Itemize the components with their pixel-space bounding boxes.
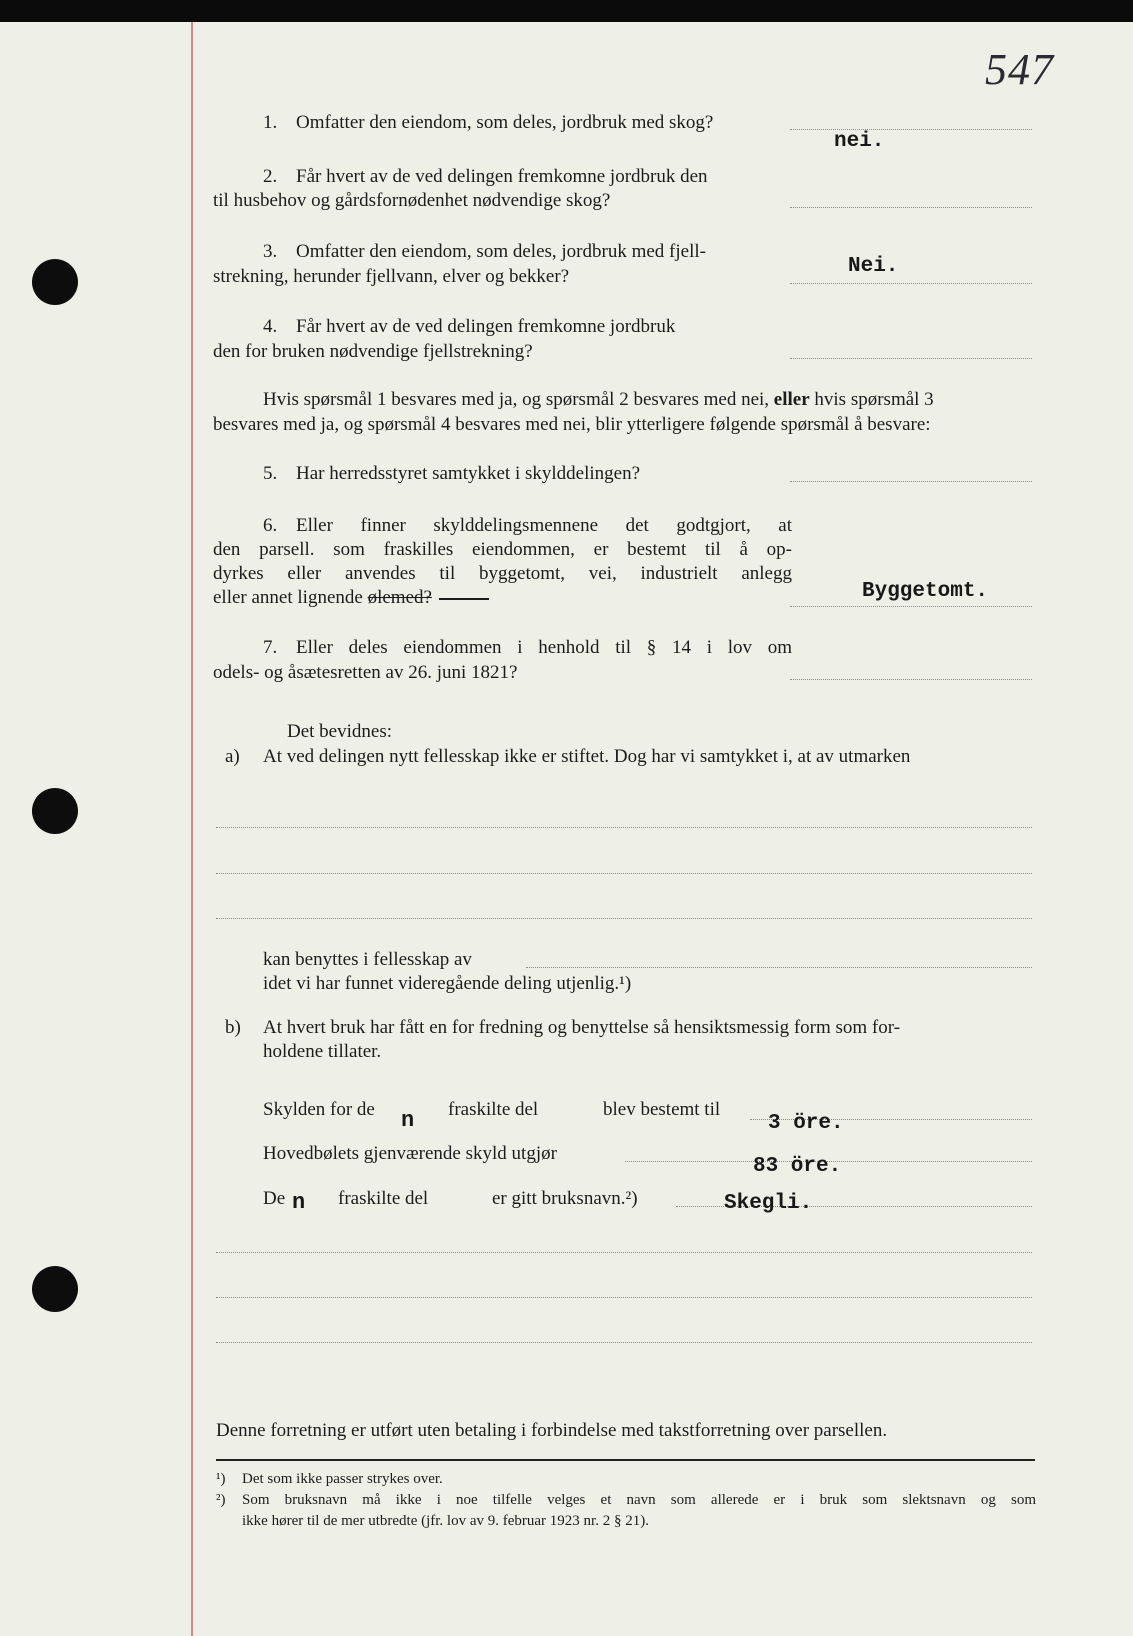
question-text: eller annet lignende ølemed?	[213, 586, 489, 610]
skyld-label: fraskilte del	[338, 1188, 429, 1209]
footnote-text: ikke hører til de mer utbredte (jfr. lov av 9. februar 1923 nr. 2 § 21).	[242, 1513, 649, 1529]
question-text: Får hvert av de ved delingen fremkomne jordbruk den	[296, 166, 708, 187]
statement-text: idet vi har funnet videregående deling utjenlig.¹)	[263, 973, 632, 994]
item-label: b)	[225, 1017, 241, 1038]
question-text: Får hvert av de ved delingen fremkomne jordbruk	[296, 316, 676, 337]
handwritten-letter: n	[401, 1108, 415, 1133]
question-text: Har herredsstyret samtykket i skylddelingen?	[296, 463, 641, 484]
blank-line	[216, 1342, 1032, 1343]
skyld-label: Skylden for de	[263, 1099, 375, 1120]
document-page	[0, 22, 1133, 1636]
question-text: den for bruken nødvendige fjellstrekning?	[213, 341, 533, 362]
blank-line	[216, 1252, 1032, 1253]
question-number: 4.	[263, 316, 278, 337]
closing-statement: Denne forretning er utført uten betaling i forbindelse med takstforretning over parsellen.	[216, 1420, 888, 1441]
statement-text: At ved delingen nytt fellesskap ikke er stiftet. Dog har vi samtykket i, at av utmarken	[263, 746, 911, 767]
punch-hole	[32, 788, 78, 834]
skyld-label: De	[263, 1188, 286, 1209]
question-text: odels- og åsætesretten av 26. juni 1821?	[213, 662, 518, 683]
strike-line	[439, 598, 489, 600]
answer-line	[790, 606, 1032, 607]
question-number: 1.	[263, 112, 278, 133]
question-number: 7.	[263, 637, 278, 658]
question-text: Omfatter den eiendom, som deles, jordbruk med fjell-	[296, 241, 706, 262]
section-heading: Det bevidnes:	[287, 721, 393, 742]
question-text: Omfatter den eiendom, som deles, jordbruk med skog?	[296, 112, 714, 133]
skyld-value: Skegli.	[724, 1192, 813, 1215]
footnote-text: Det som ikke passer strykes over.	[242, 1471, 443, 1487]
answer-value: nei.	[834, 130, 885, 153]
answer-line	[790, 207, 1032, 208]
conditional-text: Hvis spørsmål 1 besvares med ja, og spørsmål 2 besvares med nei, eller hvis spørsmål 3	[263, 389, 934, 410]
question-text: Eller finner skylddelingsmennene det godtgjort, at	[296, 515, 792, 536]
question-text: dyrkes eller anvendes til byggetomt, vei, industrielt anlegg	[213, 563, 792, 584]
statement-text: kan benyttes i fellesskap av	[263, 949, 472, 970]
answer-line	[790, 283, 1032, 284]
answer-line	[790, 358, 1032, 359]
answer-line	[790, 129, 1032, 130]
question-text: den parsell. som fraskilles eiendommen, er bestemt til å op-	[213, 539, 792, 560]
blank-line	[216, 873, 1032, 874]
conditional-text: besvares med ja, og spørsmål 4 besvares med nei, blir ytterligere følgende spørsmål å besvare:	[213, 414, 931, 435]
question-number: 2.	[263, 166, 278, 187]
question-number: 5.	[263, 463, 278, 484]
question-number: 6.	[263, 515, 278, 536]
blank-line	[216, 827, 1032, 828]
skyld-label: blev bestemt til	[603, 1099, 721, 1120]
answer-value: Byggetomt.	[862, 580, 989, 603]
blank-line	[526, 967, 1032, 968]
answer-line	[790, 679, 1032, 680]
statement-text: At hvert bruk har fått en for fredning og benyttelse så hensiktsmessig form som for-	[263, 1017, 901, 1038]
handwritten-letter: n	[292, 1190, 306, 1215]
footnote-text: Som bruksnavn må ikke i noe tilfelle velges et navn som allerede er i bruk som slektsnavn og som	[242, 1492, 1036, 1508]
answer-line	[790, 481, 1032, 482]
question-text: strekning, herunder fjellvann, elver og bekker?	[213, 266, 570, 287]
blank-line	[216, 1297, 1032, 1298]
question-text: til husbehov og gårdsfornødenhet nødvendige skog?	[213, 190, 611, 211]
footnote-mark: ¹)	[216, 1471, 226, 1487]
skyld-label: er gitt bruksnavn.²)	[492, 1188, 638, 1209]
question-number: 3.	[263, 241, 278, 262]
answer-value: Nei.	[848, 255, 899, 278]
skyld-value: 3 öre.	[768, 1112, 844, 1135]
page-number: 547	[985, 45, 1054, 94]
punch-hole	[32, 1266, 78, 1312]
question-text: Eller deles eiendommen i henhold til § 14 i lov om	[296, 637, 792, 658]
struck-text: ølemed?	[367, 587, 432, 608]
margin-line	[191, 22, 193, 1636]
punch-hole	[32, 259, 78, 305]
statement-text: holdene tillater.	[263, 1041, 382, 1062]
skyld-value: 83 öre.	[753, 1155, 842, 1178]
skyld-label: fraskilte del	[448, 1099, 539, 1120]
item-label: a)	[225, 746, 240, 767]
footnote-mark: ²)	[216, 1492, 226, 1508]
footnote-divider	[216, 1459, 1035, 1461]
blank-line	[216, 918, 1032, 919]
skyld-label: Hovedbølets gjenværende skyld utgjør	[263, 1143, 557, 1164]
